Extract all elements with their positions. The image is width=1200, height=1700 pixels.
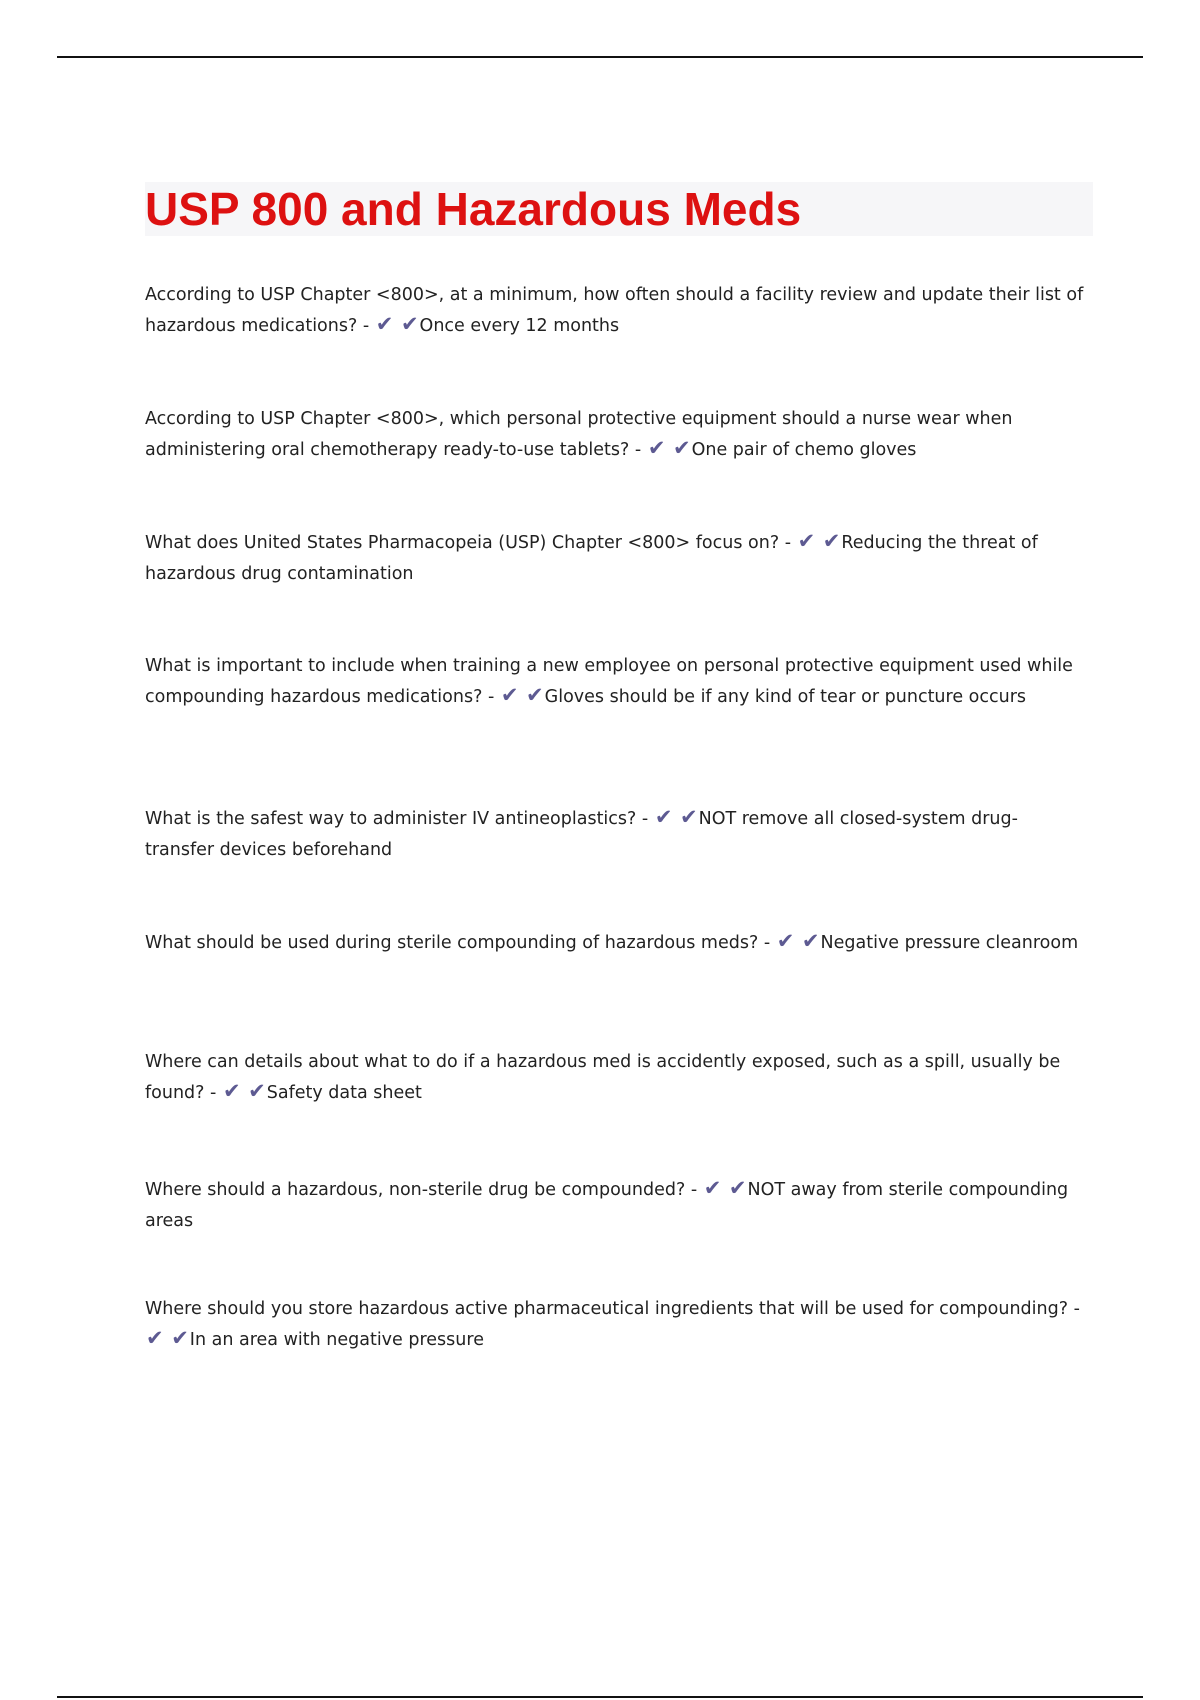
answer-text: NOT away from sterile compounding areas xyxy=(145,1180,1069,1231)
separator: - xyxy=(784,533,792,553)
check-mark-icon: ✔ xyxy=(526,683,544,707)
check-mark-icon: ✔ xyxy=(222,1079,241,1103)
check-mark-icon: ✔ xyxy=(146,1326,164,1350)
question-text: According to USP Chapter <800>, which personal protective equipment should a nurse wear when administering oral chemotherapy ready-to-use tablets? xyxy=(145,409,1013,460)
qa-item-1 xyxy=(145,280,1085,342)
answer-text: One pair of chemo gloves xyxy=(691,440,917,460)
qa-item-4 xyxy=(145,651,1085,713)
separator: - xyxy=(1073,1299,1080,1319)
check-mark-icon: ✔ xyxy=(797,529,816,553)
check-mark-icon: ✔ xyxy=(400,312,419,336)
separator: - xyxy=(641,809,649,829)
separator: - xyxy=(362,316,370,336)
check-mark-icon: ✔ xyxy=(500,683,519,707)
document-title: USP 800 and Hazardous Meds xyxy=(145,183,802,235)
check-mark-icon: ✔ xyxy=(776,929,795,953)
qa-item-3 xyxy=(145,528,1085,590)
question-text: What is the safest way to administer IV antineoplastics? xyxy=(145,809,637,829)
answer-text: Reducing the threat of hazardous drug contamination xyxy=(145,533,1038,584)
qa-item-9 xyxy=(145,1294,1085,1356)
qa-item-6 xyxy=(145,928,1085,959)
qa-item-5 xyxy=(145,804,1085,866)
qa-item-7 xyxy=(145,1047,1085,1109)
separator: - xyxy=(487,687,495,707)
answer-text: Negative pressure cleanroom xyxy=(820,933,1079,953)
check-mark-icon: ✔ xyxy=(171,1326,189,1350)
answer-text: Once every 12 months xyxy=(419,316,620,336)
header-rule xyxy=(57,56,1143,58)
question-text: What is important to include when training a new employee on personal protective equipment used while compounding hazardous medications? xyxy=(145,656,1073,707)
separator: - xyxy=(210,1083,217,1103)
check-mark-icon: ✔ xyxy=(673,436,691,460)
answer-text: Gloves should be if any kind of tear or puncture occurs xyxy=(544,687,1027,707)
question-text: According to USP Chapter <800>, at a minimum, how often should a facility review and update their list of hazardous medications? xyxy=(145,285,1084,336)
answer-text: NOT remove all closed-system drug-transfer devices beforehand xyxy=(145,809,1018,860)
question-text: Where should a hazardous, non-sterile drug be compounded? xyxy=(145,1180,686,1200)
check-mark-icon: ✔ xyxy=(375,312,394,336)
qa-item-8 xyxy=(145,1175,1085,1237)
question-text: What should be used during sterile compounding of hazardous meds? xyxy=(145,933,759,953)
check-mark-icon: ✔ xyxy=(248,1079,266,1103)
check-mark-icon: ✔ xyxy=(654,805,673,829)
check-mark-icon: ✔ xyxy=(647,436,666,460)
check-mark-icon: ✔ xyxy=(680,805,698,829)
separator: - xyxy=(634,440,642,460)
question-text: What does United States Pharmacopeia (USP) Chapter <800> focus on? xyxy=(145,533,780,553)
question-text: Where should you store hazardous active pharmaceutical ingredients that will be used for compounding? xyxy=(145,1299,1069,1319)
check-mark-icon: ✔ xyxy=(728,1176,747,1200)
separator: - xyxy=(763,933,771,953)
answer-text: In an area with negative pressure xyxy=(189,1330,484,1350)
check-mark-icon: ✔ xyxy=(703,1176,722,1200)
footer-rule xyxy=(57,1696,1143,1698)
check-mark-icon: ✔ xyxy=(801,929,820,953)
question-text: Where can details about what to do if a hazardous med is accidently exposed, such as a spill, usually be found? xyxy=(145,1052,1061,1103)
answer-text: Safety data sheet xyxy=(266,1083,422,1103)
qa-item-2 xyxy=(145,404,1085,466)
check-mark-icon: ✔ xyxy=(822,529,841,553)
separator: - xyxy=(690,1180,698,1200)
